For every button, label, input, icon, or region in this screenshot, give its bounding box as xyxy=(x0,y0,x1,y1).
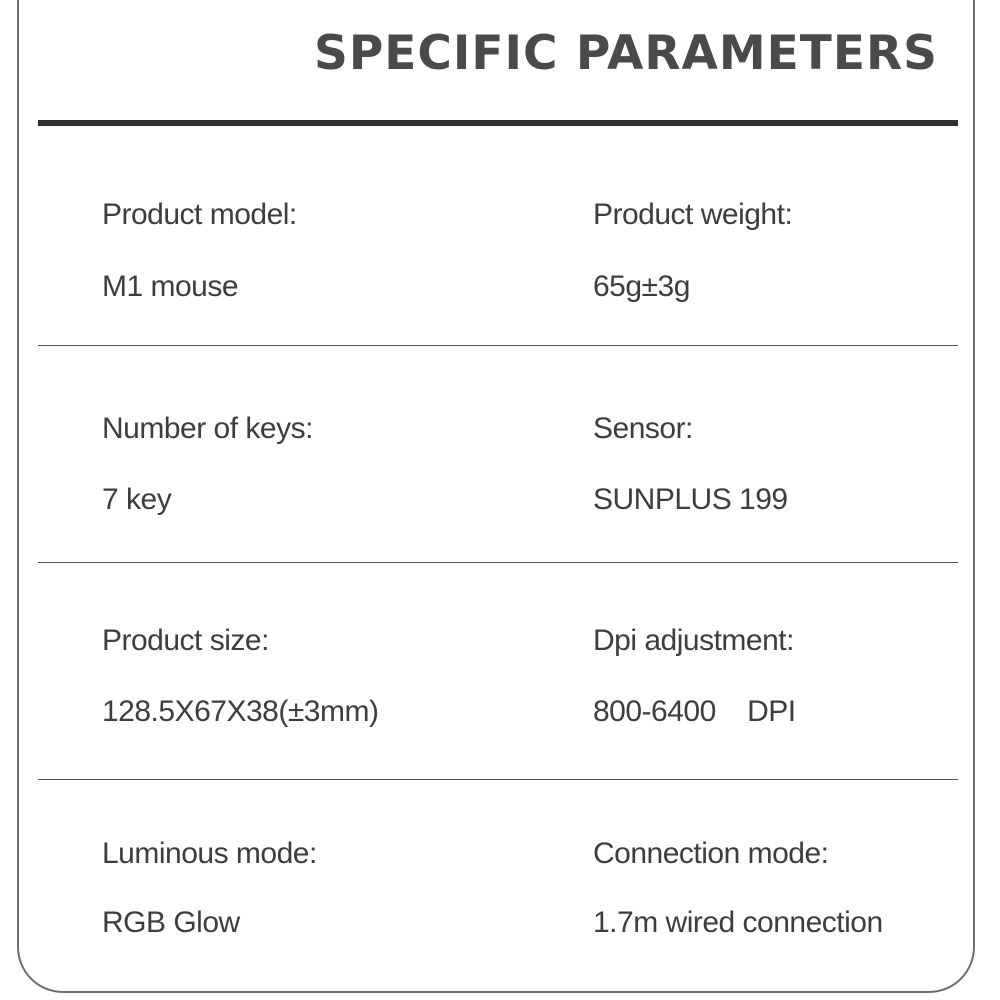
page-title: SPECIFIC PARAMETERS xyxy=(314,26,938,81)
product-weight-label: Product weight: xyxy=(593,198,793,231)
luminous-mode-label: Luminous mode: xyxy=(102,837,317,870)
dpi-adjustment-label: Dpi adjustment: xyxy=(593,624,794,657)
product-weight-value: 65g±3g xyxy=(593,270,690,303)
sensor-label: Sensor: xyxy=(593,412,693,445)
row-divider xyxy=(38,345,958,346)
product-size-value: 128.5X67X38(±3mm) xyxy=(102,695,379,728)
product-model-label: Product model: xyxy=(102,198,297,231)
luminous-mode-value: RGB Glow xyxy=(102,906,240,939)
number-of-keys-label: Number of keys: xyxy=(102,412,313,445)
row-divider xyxy=(38,779,958,780)
connection-mode-label: Connection mode: xyxy=(593,837,829,870)
title-divider xyxy=(38,120,958,126)
connection-mode-value: 1.7m wired connection xyxy=(593,906,883,939)
row-divider xyxy=(38,562,958,563)
dpi-adjustment-value: 800-6400 DPI xyxy=(593,695,796,728)
product-model-value: M1 mouse xyxy=(102,270,239,303)
product-size-label: Product size: xyxy=(102,624,269,657)
sensor-value: SUNPLUS 199 xyxy=(593,483,788,516)
number-of-keys-value: 7 key xyxy=(102,483,172,516)
